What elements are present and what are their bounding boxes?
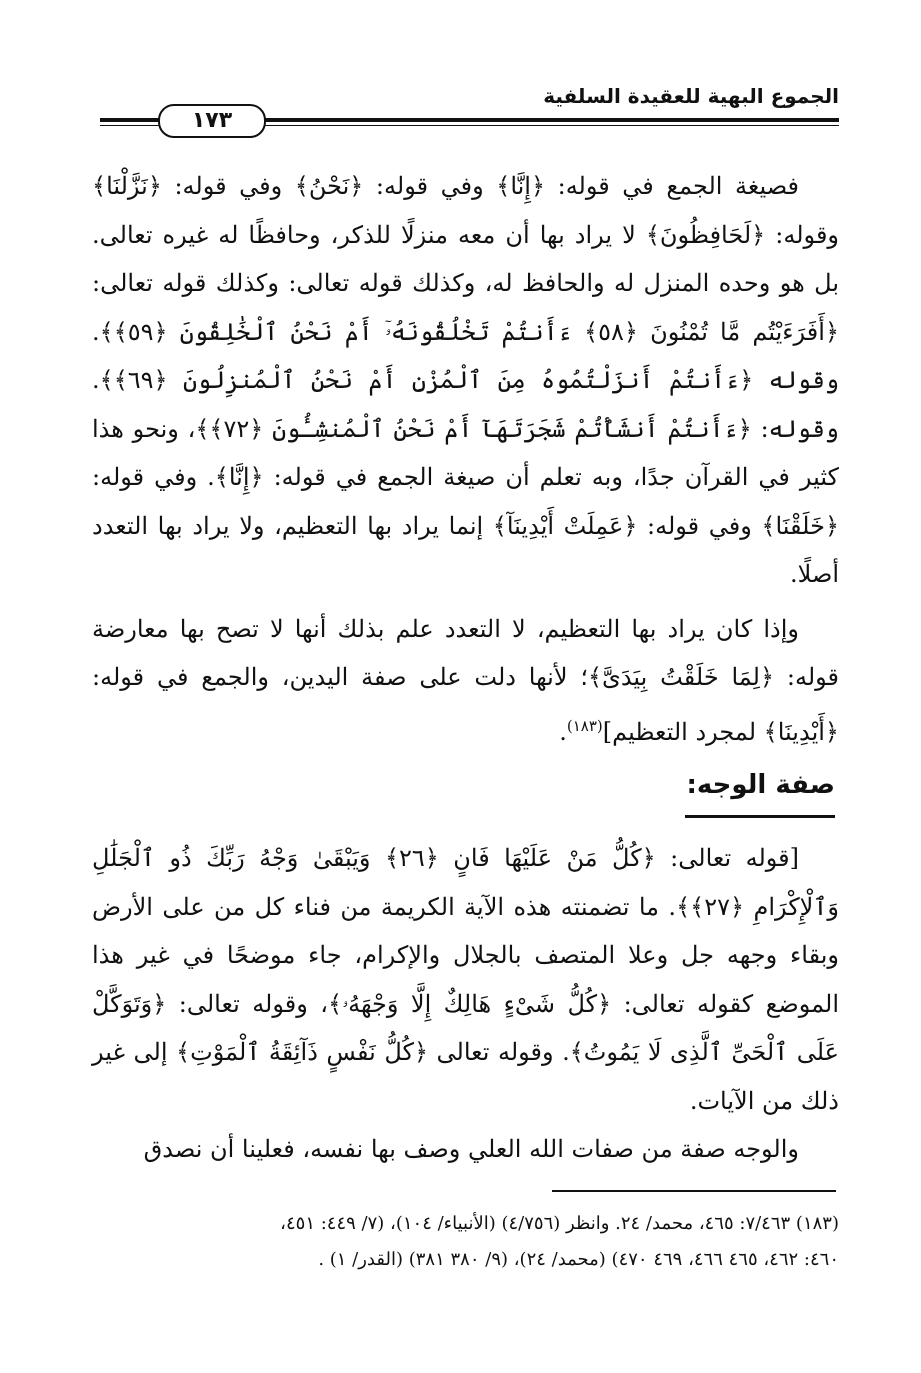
paragraph-2-end: .: [559, 717, 567, 746]
paragraph-4: والوجه صفة من صفات الله العلي وصف بها نفسه، فعلينا أن نصدق: [143, 1135, 799, 1163]
footnote-line-2: ٤٦٠: ٤٦٢، ٤٦٥ ٤٦٦، ٤٦٩ ٤٧٠) (محمد/ ٢٤)، (٩/ ٣٨٠ ٣٨١) (القدر/ ١) .: [318, 1249, 839, 1270]
footnote-separator: [552, 1190, 836, 1192]
page-number-badge: ١٧٣: [158, 104, 266, 138]
section-title-underline: [685, 815, 835, 818]
running-title: الجموع البهية للعقيدة السلفية: [543, 84, 839, 108]
footnotes: [92, 1206, 839, 1278]
paragraph-1: فصيغة الجمع في قوله: ﴿إِنَّا﴾ وفي قوله: ﴿نَحْنُ﴾ وفي قوله: ﴿نَزَّلْنَا﴾ وقوله: ﴿لَحَافِظُونَ﴾ لا يراد بها أن معه منزلًا للذكر، وحافظًا له غيره تعالى. بل هو وحده المنزل له والحافظ له، وكذلك قوله تعالى: وكذلك قوله تعالى: ﴿أَفَرَءَيْتُم مَّا تُمْنُونَ ﴿٥٨﴾ ءَأَنتُمْ تَخْلُقُونَهُۥٓ أَمْ نَحْنُ ٱلْخَٰلِقُونَ ﴿٥٩﴾﴾. وقوله ﴿ءَأَنتُمْ أَنزَلْتُمُوهُ مِنَ ٱلْمُزْنِ أَمْ نَحْنُ ٱلْمُنزِلُونَ ﴿٦٩﴾﴾. وقوله: ﴿ءَأَنتُمْ أَنشَأْتُمْ شَجَرَتَهَآ أَمْ نَحْنُ ٱلْمُنشِـُٔونَ ﴿٧٢﴾﴾، ونحو هذا كثير في القرآن جدًا، وبه تعلم أن صيغة الجمع في قوله: ﴿إِنَّا﴾. وفي قوله: ﴿خَلَقْنَا﴾ وفي قوله: ﴿عَمِلَتْ أَيْدِينَآ﴾ إنما يراد بها التعظيم، ولا يراد بها التعدد أصلًا.: [92, 172, 840, 588]
paragraph-2-text: وإذا كان يراد بها التعظيم، لا التعدد علم بذلك أنها لا تصح بها معارضة قوله: ﴿لِمَا خَلَقْتُ بِيَدَىَّ﴾؛ لأنها دلت على صفة اليدين، والجمع في قوله: ﴿أَيْدِينَا﴾ لمجرد التعظيم]: [92, 614, 839, 746]
body-text-upper: [92, 162, 839, 756]
body-text-lower: [92, 834, 839, 1174]
section-title: صفة الوجه:: [686, 770, 835, 800]
page-header: [100, 84, 839, 134]
paragraph-2: [92, 605, 839, 757]
footnote-ref: (١٨٣): [566, 716, 603, 735]
paragraph-3: [قوله تعالى: ﴿كُلُّ مَنْ عَلَيْهَا فَانٍ ﴿٢٦﴾ وَيَبْقَىٰ وَجْهُ رَبِّكَ ذُو ٱلْجَلَٰلِ وَٱلْإِكْرَامِ ﴿٢٧﴾﴾. ما تضمنته هذه الآية الكريمة من فناء كل من على الأرض وبقاء وجهه جل وعلا المتصف بالجلال والإكرام، جاء موضحًا في غير هذا الموضع كقوله تعالى: ﴿كُلُّ شَىْءٍ هَالِكٌ إِلَّا وَجْهَهُۥ﴾، وقوله تعالى: ﴿وَتَوَكَّلْ عَلَى ٱلْحَىِّ ٱلَّذِى لَا يَمُوتُ﴾. وقوله تعالى ﴿كُلُّ نَفْسٍ ذَآئِقَةُ ٱلْمَوْتِ﴾ إلى غير ذلك من الآيات.: [92, 844, 839, 1115]
footnote-line-1: (١٨٣) ٧/٤٦٣: ٤٦٥، محمد/ ٢٤. وانظر (٤/٧٥٦) (الأنبياء/ ١٠٤)، (٧/ ٤٤٩: ٤٥١،: [280, 1213, 839, 1234]
